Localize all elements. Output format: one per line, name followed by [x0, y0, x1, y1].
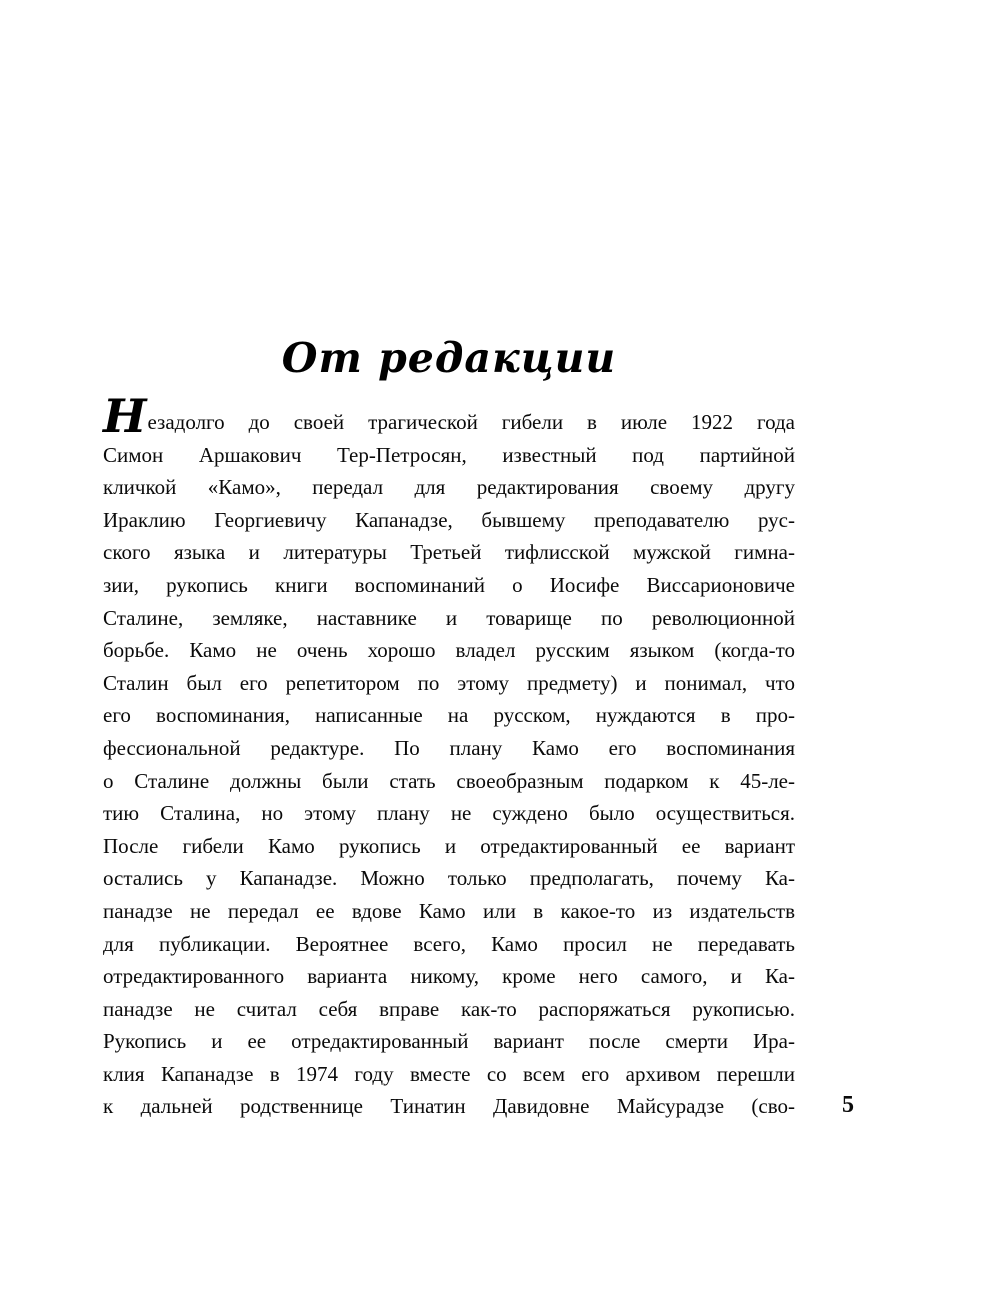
text-line: кличкой «Камо», передал для редактирования своему другу: [103, 475, 795, 500]
text-line: его воспоминания, написанные на русском, нуждаются в про-: [103, 703, 795, 728]
text-line: После гибели Камо рукопись и отредактированный ее вариант: [103, 833, 795, 858]
text-line: отредактированного варианта никому, кроме него самого, и Ка-: [103, 964, 795, 989]
chapter-title: От редакции: [281, 334, 617, 382]
text-line: Сталин был его репетитором по этому предмету) и понимал, что: [103, 670, 795, 695]
text-line: остались у Капанадзе. Можно только предполагать, почему Ка-: [103, 866, 795, 891]
text-line: панадзе не считал себя вправе как-то распоряжаться рукописью.: [103, 996, 795, 1021]
body-paragraph: [103, 389, 795, 1123]
text-line: клия Капанадзе в 1974 году вместе со всем его архивом перешли: [103, 1061, 795, 1086]
text-line: к дальней родственнице Тинатин Давидовне Майсурадзе (сво-: [103, 1094, 795, 1119]
text-line: панадзе не передал ее вдове Камо или в какое-то из издательств: [103, 898, 795, 923]
text-line: Симон Аршакович Тер-Петросян, известный под партийной: [103, 442, 795, 467]
text-line: фессиональной редактуре. По плану Камо его воспоминания: [103, 735, 795, 760]
text-line: Рукопись и ее отредактированный вариант после смерти Ира-: [103, 1029, 795, 1054]
text-line: для публикации. Вероятнее всего, Камо просил не передавать: [103, 931, 795, 956]
page-number: 5: [842, 1092, 854, 1118]
drop-cap: Н: [103, 389, 147, 443]
text-line: о Сталине должны были стать своеобразным подарком к 45-ле-: [103, 768, 795, 793]
text-line: ского языка и литературы Третьей тифлисской мужской гимна-: [103, 540, 795, 565]
first-line-text: езадолго до своей трагической гибели в июле 1922 года: [147, 410, 795, 434]
text-line: зии, рукопись книги воспоминаний о Иосифе Виссарионовиче: [103, 572, 795, 597]
text-line: Сталине, земляке, наставнике и товарище по революционной: [103, 605, 795, 630]
text-line: Ираклию Георгиевичу Капанадзе, бывшему преподавателю рус-: [103, 507, 795, 532]
text-lines: [103, 439, 795, 1123]
text-line: тию Сталина, но этому плану не суждено было осуществиться.: [103, 801, 795, 826]
text-line: борьбе. Камо не очень хорошо владел русским языком (когда-то: [103, 638, 795, 663]
text-line-first: [103, 389, 795, 443]
